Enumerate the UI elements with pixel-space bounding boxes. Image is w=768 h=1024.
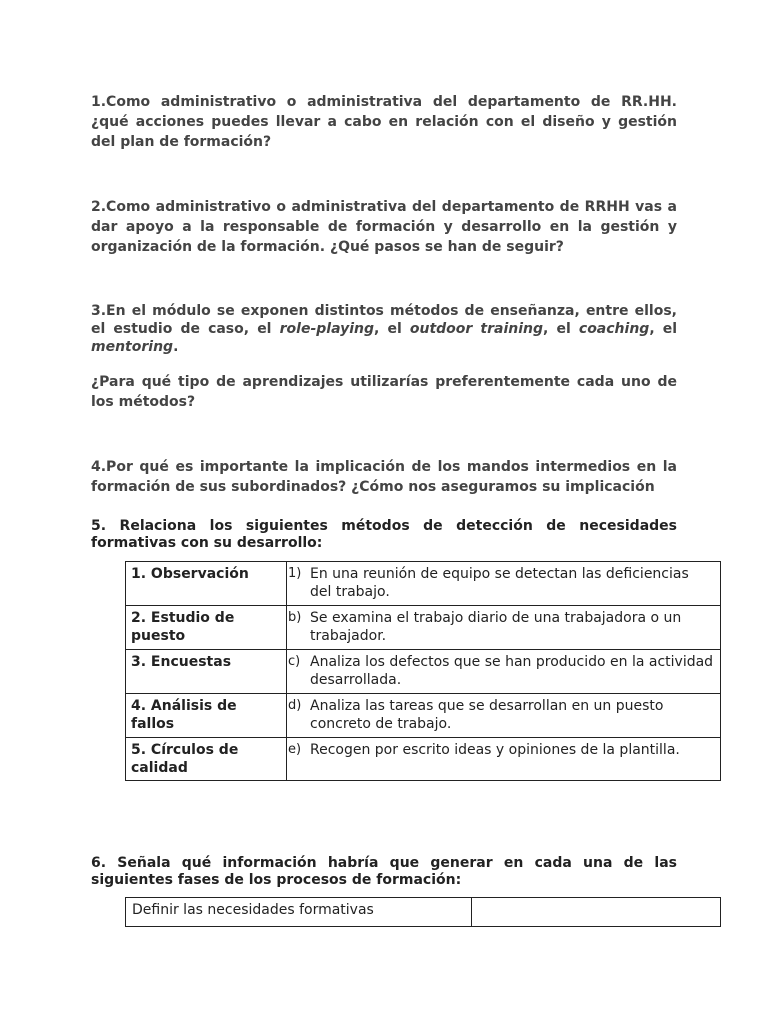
method-term: 4. Análisis de fallos bbox=[126, 694, 287, 738]
method-term: 2. Estudio de puesto bbox=[126, 606, 287, 650]
method-term: 3. Encuestas bbox=[126, 650, 287, 694]
question-2: 2.Como administrativo o administrativa del departamento de RRHH vas a dar apoyo a la responsable de formación y desarrollo en la gestión y organización de la formación. ¿Qué pasos se han de seguir? bbox=[91, 199, 677, 255]
description-marker: b) bbox=[288, 610, 302, 625]
phase-cell: Definir las necesidades formativas bbox=[126, 898, 472, 927]
question-4: 4.Por qué es importante la implicación de los mandos intermedios en la formación de sus subordinados? ¿Cómo nos aseguramos su implicación bbox=[91, 459, 677, 495]
question-3-sep-2: , el bbox=[543, 321, 571, 337]
question-3-intro bbox=[91, 302, 677, 356]
method-description: Analiza las tareas que se desarrollan en un puesto concreto de trabajo. bbox=[310, 698, 664, 732]
method-description-cell bbox=[287, 694, 721, 738]
table-row bbox=[126, 898, 721, 927]
method-term: 1. Observación bbox=[126, 562, 287, 606]
table-row bbox=[126, 738, 721, 781]
method-description: Se examina el trabajo diario de una trabajadora o un trabajador. bbox=[310, 610, 682, 644]
table-row bbox=[126, 562, 721, 606]
phase-info-cell[interactable] bbox=[472, 898, 721, 927]
method-description-cell bbox=[287, 650, 721, 694]
question-3-question: ¿Para qué tipo de aprendizajes utilizarías preferentemente cada uno de los métodos? bbox=[91, 374, 677, 410]
methods-table bbox=[125, 561, 721, 781]
description-marker: d) bbox=[288, 698, 302, 713]
table-row bbox=[126, 606, 721, 650]
question-3-end: . bbox=[173, 339, 179, 355]
method-outdoor-training: outdoor training bbox=[409, 321, 544, 337]
method-description: Recogen por escrito ideas y opiniones de la plantilla. bbox=[310, 742, 680, 758]
question-5-title: 5. Relaciona los siguientes métodos de detección de necesidades formativas con su desarrollo: bbox=[91, 518, 677, 551]
method-description: Analiza los defectos que se han producido en la actividad desarrollada. bbox=[310, 654, 714, 688]
phases-table bbox=[125, 897, 721, 927]
question-3-intro-text: 3.En el módulo se exponen distintos métodos de enseñanza, entre ellos, el estudio de caso, el bbox=[91, 303, 677, 337]
method-role-playing: role-playing bbox=[279, 321, 375, 337]
description-marker: c) bbox=[288, 654, 301, 669]
method-description-cell bbox=[287, 562, 721, 606]
question-3-sep-3: , el bbox=[649, 321, 678, 337]
method-coaching: coaching bbox=[578, 321, 650, 337]
table-row bbox=[126, 650, 721, 694]
method-term: 5. Círculos de calidad bbox=[126, 738, 287, 781]
method-description-cell bbox=[287, 606, 721, 650]
method-mentoring: mentoring bbox=[91, 339, 174, 355]
table-row bbox=[126, 694, 721, 738]
question-6-title: 6. Señala qué información habría que generar en cada una de las siguientes fases de los procesos de formación: bbox=[91, 855, 677, 888]
method-description: En una reunión de equipo se detectan las deficiencias del trabajo. bbox=[310, 566, 689, 600]
description-marker: 1) bbox=[288, 566, 302, 581]
question-3-sep-1: , el bbox=[374, 321, 402, 337]
description-marker: e) bbox=[288, 742, 302, 757]
method-description-cell bbox=[287, 738, 721, 781]
question-1: 1.Como administrativo o administrativa del departamento de RR.HH. ¿qué acciones puedes llevar a cabo en relación con el diseño y gestión del plan de formación? bbox=[91, 94, 677, 150]
